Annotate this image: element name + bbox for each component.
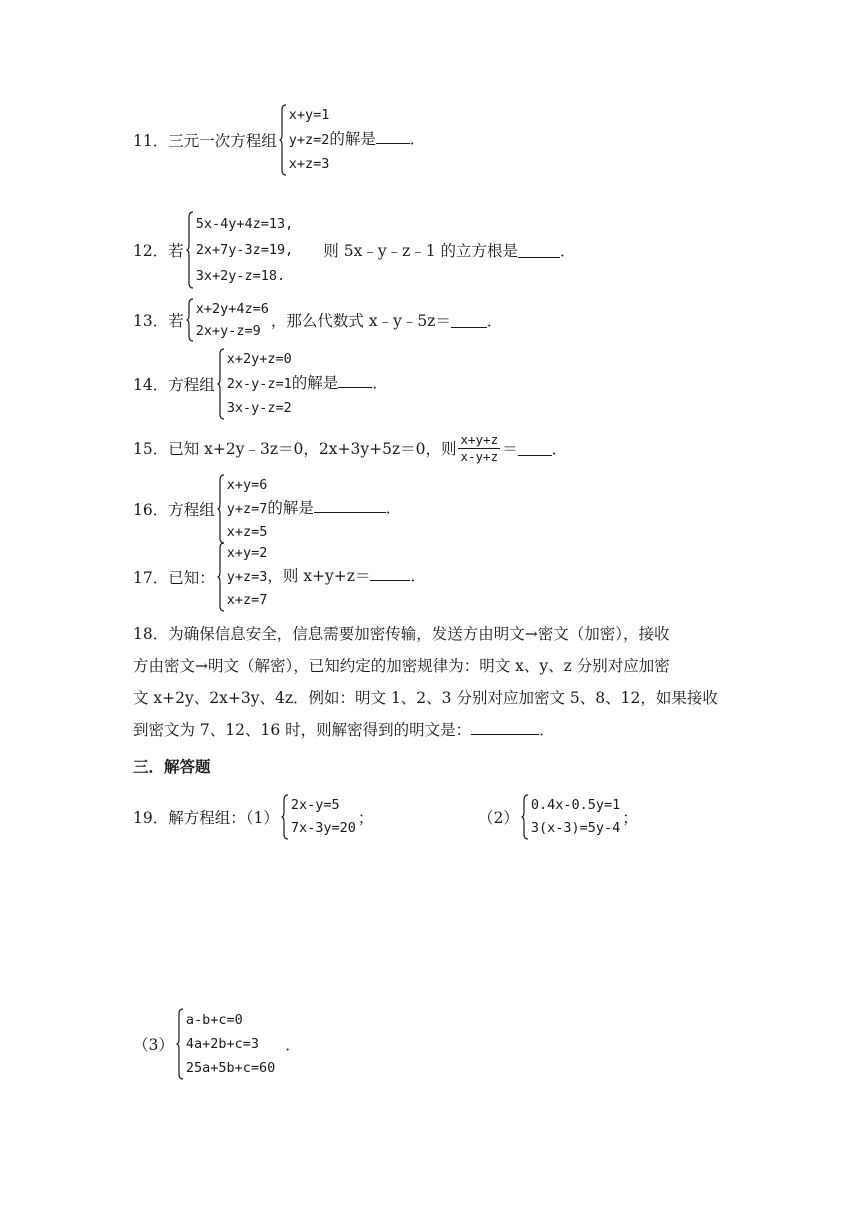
question-15: 15． 已知 x+2y﹣3z＝0，2x+3y+5z＝0，则 $\frac{x+y+z}{x-y+z}$ ＝ ． <box>133 432 568 464</box>
equation: x+y=1 <box>288 107 330 124</box>
answer-blank[interactable] <box>451 312 487 329</box>
question-text: 若 <box>168 242 184 260</box>
equation-system <box>217 348 388 420</box>
question-11 <box>133 104 427 176</box>
question-number: 12． <box>133 242 169 260</box>
equation: 2x+y-z=9 <box>195 322 261 339</box>
equation: x+y=2 <box>226 544 268 561</box>
answer-blank[interactable] <box>471 719 539 736</box>
left-brace-icon <box>217 348 225 420</box>
question-16 <box>133 474 403 544</box>
question-14 <box>133 348 390 420</box>
question-number: 15． <box>133 440 169 459</box>
equation-system <box>186 211 294 289</box>
equation: 3x+2y-z=18. <box>195 267 286 284</box>
part-label: （2） <box>478 809 519 827</box>
answer-blank[interactable] <box>518 440 552 457</box>
left-brace-icon <box>281 794 289 840</box>
fraction-numerator: x+y+z <box>460 432 499 447</box>
equation: 4a+2b+c=3 <box>185 1035 260 1052</box>
question-number: 13． <box>133 312 169 330</box>
equation-system-2 <box>521 794 620 840</box>
left-brace-icon <box>186 211 194 289</box>
paragraph-line: 方由密文→明文（解密），已知约定的加密规律为：明文 x、y、z 分别对应加密 <box>133 657 670 675</box>
question-19-part-3: （3） a-b+c=0 4a+2b+c=3 25a+5b+c=60 ． <box>133 1008 301 1080</box>
paragraph-line: 文 x+2y、2x+3y、4z．例如：明文 1、2、3 分别对应加密文 5、8、12，如果接收 <box>133 689 718 707</box>
answer-blank[interactable] <box>518 242 560 259</box>
fraction-denominator: x-y+z <box>460 448 499 464</box>
equation: y+z=2的解是 ． <box>288 130 426 149</box>
equation: x+z=3 <box>288 156 330 172</box>
equation: 5x-4y+4z=13, <box>195 215 294 232</box>
question-number: 19． <box>133 809 169 827</box>
left-brace-icon <box>217 542 225 612</box>
equation: x+z=5 <box>226 524 268 541</box>
question-text: 三元一次方程组 <box>168 132 277 150</box>
left-brace-icon <box>186 298 194 342</box>
answer-blank[interactable] <box>370 567 410 582</box>
answer-blank[interactable] <box>376 130 410 145</box>
equation: y+z=7的解是 ． <box>226 499 402 518</box>
equation: x+z=7 <box>226 592 268 609</box>
left-brace-icon <box>217 474 225 544</box>
question-19-part-2: （2） 0.4x-0.5y=1 3(x-3)=5y-4 ； <box>478 794 638 840</box>
left-brace-icon <box>279 104 287 176</box>
left-brace-icon <box>176 1008 184 1080</box>
question-text: 方程组 <box>168 376 215 394</box>
answer-blank[interactable] <box>338 374 372 389</box>
equation: 2x+7y-3z=19, <box>195 241 294 258</box>
paragraph-line: 18．为确保信息安全，信息需要加密传输，发送方由明文→密文（加密），接收 <box>133 625 670 643</box>
equation: 7x-3y=20 <box>290 820 356 837</box>
question-number: 11． <box>133 132 169 150</box>
equation-system <box>279 104 426 176</box>
question-text: 若 <box>168 312 184 330</box>
equation: x+2y+z=0 <box>226 351 292 368</box>
question-number: 14． <box>133 376 169 394</box>
answer-blank[interactable] <box>314 499 386 514</box>
equation-system <box>217 474 402 544</box>
equation: y+z=3，则 x+y+z＝ ． <box>226 567 426 586</box>
question-text: 方程组 <box>168 501 215 519</box>
question-number: 17． <box>133 569 169 587</box>
equation: 2x-y-z=1的解是 ． <box>226 374 388 393</box>
equation: a-b+c=0 <box>185 1011 243 1028</box>
equation-system <box>217 542 426 612</box>
question-number: 16． <box>133 501 169 519</box>
part-label: （3） <box>133 1036 174 1054</box>
question-text: ，那么代数式 x﹣y﹣5z＝ <box>270 312 451 330</box>
question-text: 则 5x﹣y﹣z﹣1 的立方根是 <box>323 242 519 260</box>
question-18 <box>133 618 743 746</box>
equation: 3(x-3)=5y-4 <box>530 820 621 837</box>
paragraph-line: 到密文为 7、12、16 时，则解密得到的明文是： ． <box>133 714 743 746</box>
question-12: 12． 若 5x-4y+4z=13, 2x+7y-3z=19, 3x+2y-z=18. 则 5x﹣y﹣z﹣1 的立方根是 ． <box>133 211 576 289</box>
question-13: 13． 若 x+2y+4z=6 2x+y-z=9 ，那么代数式 x﹣y﹣5z＝ ． <box>133 298 502 342</box>
equation: 25a+5b+c=60 <box>185 1059 276 1076</box>
question-19: 19． 解方程组：（1） 2x-y=5 7x-3y=20 ； <box>133 794 373 840</box>
equation: 0.4x-0.5y=1 <box>530 797 621 814</box>
question-17 <box>133 542 428 612</box>
equation: 2x-y=5 <box>290 797 340 814</box>
question-text: 解方程组：（1） <box>168 809 279 827</box>
equation-system-3 <box>176 1008 275 1080</box>
left-brace-icon <box>521 794 529 840</box>
section-heading: 三．解答题 <box>133 757 211 776</box>
question-text: 已知： <box>168 569 215 587</box>
question-text: 已知 x+2y﹣3z＝0，2x+3y+5z＝0，则 <box>168 440 457 459</box>
equation: x+y=6 <box>226 476 268 493</box>
equation-system-1 <box>281 794 356 840</box>
equation-system <box>186 298 269 342</box>
equation: 3x-y-z=2 <box>226 400 292 416</box>
fraction <box>458 432 500 464</box>
equation: x+2y+4z=6 <box>195 300 269 317</box>
